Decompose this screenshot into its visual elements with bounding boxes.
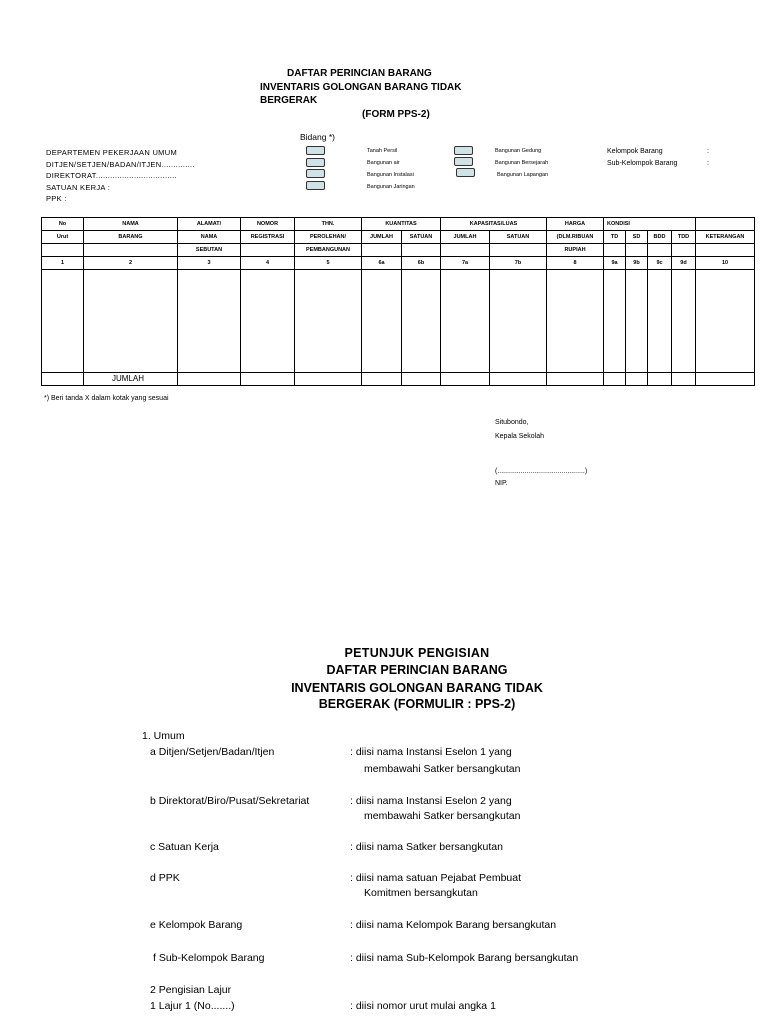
th-perolehan: PEROLEHAN/ <box>295 231 362 244</box>
col-num: 8 <box>547 257 604 270</box>
th-sd: SD <box>626 231 648 244</box>
item-a-key: a Ditjen/Setjen/Badan/Itjen <box>150 746 275 758</box>
col-num: 9a <box>604 257 626 270</box>
item-f-key: f Sub-Kelompok Barang <box>153 952 265 964</box>
col-num: 7b <box>490 257 547 270</box>
th-kuantitas-satuan: SATUAN <box>402 231 441 244</box>
cell <box>696 373 755 386</box>
th-bdd: BDD <box>648 231 672 244</box>
section-umum: 1. Umum <box>142 730 185 742</box>
form-title-line2: INVENTARIS GOLONGAN BARANG TIDAK <box>260 82 462 93</box>
th-alamat-nama: NAMA <box>178 231 241 244</box>
sub-kelompok-colon: : <box>707 160 709 167</box>
col-num: 6a <box>362 257 402 270</box>
guide-title-line1: PETUNJUK PENGISIAN <box>344 646 490 660</box>
th-kondisi: KONDISI <box>604 218 696 231</box>
cell[interactable] <box>295 270 362 373</box>
cell[interactable] <box>696 270 755 373</box>
cell <box>295 373 362 386</box>
th-blank <box>241 244 295 257</box>
col-num: 5 <box>295 257 362 270</box>
form-title-line4: (FORM PPS-2) <box>362 109 430 120</box>
form-title-line3: BERGERAK <box>260 95 318 106</box>
col-num: 9c <box>648 257 672 270</box>
cell[interactable] <box>672 270 696 373</box>
col-num: 2 <box>84 257 178 270</box>
col-num: 9d <box>672 257 696 270</box>
item-d-desc2: Komitmen bersangkutan <box>364 887 478 899</box>
th-kuantitas-jumlah: JUMLAH <box>362 231 402 244</box>
checkbox-bangunan-lapangan[interactable] <box>456 168 475 177</box>
th-barang: BARANG <box>84 231 178 244</box>
cell[interactable] <box>42 270 84 373</box>
item-d-key: d PPK <box>150 872 180 884</box>
cell[interactable] <box>362 270 402 373</box>
signature-nip: NIP. <box>495 480 508 487</box>
col-num: 3 <box>178 257 241 270</box>
cell <box>402 373 441 386</box>
direktorat-label: DIREKTORAT.................................. <box>46 171 177 180</box>
col-num: 6b <box>402 257 441 270</box>
signature-name-blank: (.............................................) <box>495 468 588 475</box>
th-kuantitas: KUANTITAS <box>362 218 441 231</box>
jumlah-row <box>42 373 755 386</box>
cell[interactable] <box>648 270 672 373</box>
cell <box>547 373 604 386</box>
item-c-desc1: : diisi nama Satker bersangkutan <box>350 841 503 853</box>
kelompok-barang-label: Kelompok Barang <box>607 148 663 155</box>
cell[interactable] <box>626 270 648 373</box>
cell <box>490 373 547 386</box>
checkbox-bangunan-bersejarah[interactable] <box>454 157 473 166</box>
guide-title-line3: INVENTARIS GOLONGAN BARANG TIDAK <box>291 681 543 695</box>
cell[interactable] <box>402 270 441 373</box>
cell <box>178 373 241 386</box>
item-f-desc1: : diisi nama Sub-Kelompok Barang bersangkutan <box>350 952 579 964</box>
item-b-key: b Direktorat/Biro/Pusat/Sekretariat <box>150 795 310 807</box>
section-pengisian-lajur: 2 Pengisian Lajur <box>150 984 232 996</box>
lajur1-key: 1 Lajur 1 (No.......) <box>150 1000 235 1012</box>
header-left <box>46 147 195 205</box>
lajur1-desc: : diisi nomor urut mulai angka 1 <box>350 1000 496 1012</box>
option-bangunan-gedung: Bangunan Gedung <box>495 148 542 154</box>
cell[interactable] <box>84 270 178 373</box>
option-tanah-persil: Tanah Persil <box>367 148 398 154</box>
cell[interactable] <box>547 270 604 373</box>
item-a-desc2: membawahi Satker bersangkutan <box>364 763 521 775</box>
th-thn: THN. <box>295 218 362 231</box>
th-alamat: ALAMAT/ <box>178 218 241 231</box>
cell <box>672 373 696 386</box>
footnote: *) Beri tanda X dalam kotak yang sesuai <box>44 395 169 402</box>
th-blank <box>402 244 441 257</box>
checkbox-bangunan-instalasi[interactable] <box>306 169 325 178</box>
th-harga-ribuan: (DLM.RIBUAN <box>547 231 604 244</box>
th-kapasitas: KAPASITAS/LUAS <box>441 218 547 231</box>
th-blank <box>441 244 490 257</box>
sub-kelompok-barang-label: Sub-Kelompok Barang <box>607 160 678 167</box>
cell[interactable] <box>490 270 547 373</box>
th-blank <box>626 244 648 257</box>
th-harga: HARGA <box>547 218 604 231</box>
satuan-kerja-label: SATUAN KERJA : <box>46 182 111 192</box>
th-td: TD <box>604 231 626 244</box>
th-tdd: TDD <box>672 231 696 244</box>
th-blank <box>672 244 696 257</box>
checkbox-bangunan-jaringan[interactable] <box>306 181 325 190</box>
signature-role: Kepala Sekolah <box>495 433 545 440</box>
guide-title-line4: BERGERAK (FORMULIR : PPS-2) <box>318 697 516 711</box>
th-registrasi: REGISTRASI <box>241 231 295 244</box>
th-blank <box>696 244 755 257</box>
cell[interactable] <box>241 270 295 373</box>
bidang-label: Bidang *) <box>300 132 335 142</box>
cell <box>241 373 295 386</box>
th-keterangan-top <box>696 218 755 231</box>
cell[interactable] <box>178 270 241 373</box>
th-nomor: NOMOR <box>241 218 295 231</box>
item-a-desc1: : diisi nama Instansi Eselon 1 yang <box>350 746 512 758</box>
th-keterangan: KETERANGAN <box>696 231 755 244</box>
cell <box>362 373 402 386</box>
checkbox-tanah-persil[interactable] <box>306 146 325 155</box>
cell <box>604 373 626 386</box>
form-title-line1: DAFTAR PERINCIAN BARANG <box>287 68 432 79</box>
col-num: 10 <box>696 257 755 270</box>
col-num: 4 <box>241 257 295 270</box>
th-kapasitas-jumlah: JUMLAH <box>441 231 490 244</box>
cell <box>42 373 84 386</box>
item-e-desc1: : diisi nama Kelompok Barang bersangkutan <box>350 919 557 931</box>
th-alamat-sebutan: SEBUTAN <box>178 244 241 257</box>
th-blank <box>42 244 84 257</box>
th-no: No <box>42 218 84 231</box>
cell[interactable] <box>441 270 490 373</box>
col-num: 1 <box>42 257 84 270</box>
signature-place: Situbondo, <box>495 419 529 426</box>
inventory-table <box>41 217 755 386</box>
guide-title-line2: DAFTAR PERINCIAN BARANG <box>326 663 508 677</box>
data-entry-row <box>42 270 755 373</box>
th-pembangunan: PEMBANGUNAN <box>295 244 362 257</box>
item-d-desc1: : diisi nama satuan Pejabat Pembuat <box>350 872 522 884</box>
kelompok-colon: : <box>707 148 709 155</box>
option-bangunan-jaringan: Bangunan Jaringan <box>367 184 415 190</box>
th-blank <box>84 244 178 257</box>
option-bangunan-lapangan: Bangunan Lapangan <box>497 172 549 178</box>
ppk-label: PPK : <box>46 194 67 203</box>
cell <box>648 373 672 386</box>
th-harga-rupiah: RUPIAH <box>547 244 604 257</box>
option-bangunan-bersejarah: Bangunan Bersejarah <box>495 160 549 166</box>
checkbox-bangunan-air[interactable] <box>306 158 325 167</box>
th-kapasitas-satuan: SATUAN <box>490 231 547 244</box>
item-e-key: e Kelompok Barang <box>150 919 243 931</box>
jumlah-label: JUMLAH <box>84 373 178 386</box>
item-c-key: c Satuan Kerja <box>150 841 219 853</box>
col-num: 7a <box>441 257 490 270</box>
item-b-desc1: : diisi nama Instansi Eselon 2 yang <box>350 795 512 807</box>
cell[interactable] <box>604 270 626 373</box>
th-blank <box>648 244 672 257</box>
cell <box>626 373 648 386</box>
th-blank <box>604 244 626 257</box>
cell <box>441 373 490 386</box>
th-blank <box>362 244 402 257</box>
ditjen-label: DITJEN/SETJEN/BADAN/ITJEN.............. <box>46 159 195 169</box>
th-urut: Urut <box>42 231 84 244</box>
item-b-desc2: membawahi Satker bersangkutan <box>364 810 521 822</box>
col-num: 9b <box>626 257 648 270</box>
th-nama: NAMA <box>84 218 178 231</box>
departemen-label: DEPARTEMEN PEKERJAAN UMUM <box>46 148 177 157</box>
checkbox-bangunan-gedung[interactable] <box>454 146 473 155</box>
option-bangunan-instalasi: Bangunan Instalasi <box>367 172 414 178</box>
th-blank <box>490 244 547 257</box>
option-bangunan-air: Bangunan air <box>367 160 400 166</box>
column-number-row <box>42 257 755 270</box>
